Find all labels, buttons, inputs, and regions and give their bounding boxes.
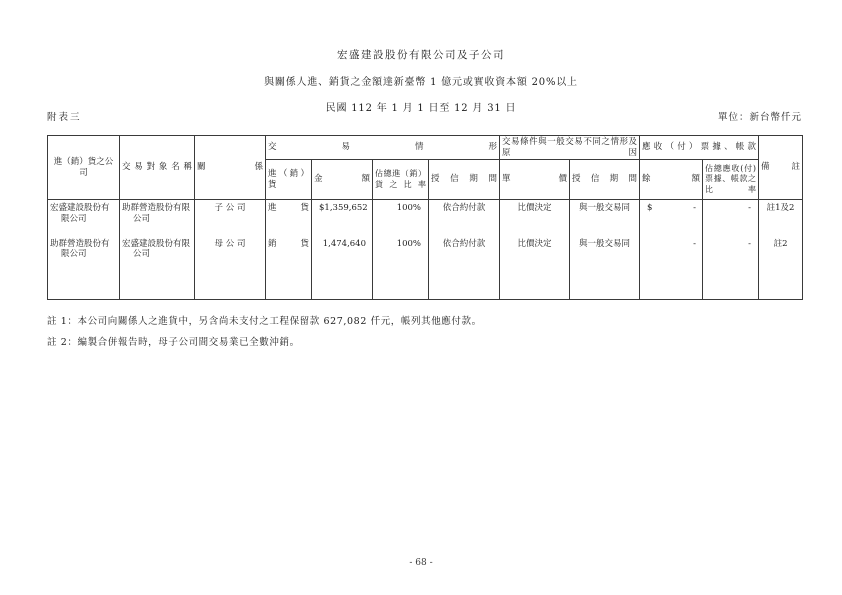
amount-value: 1,359,652 [324,203,368,214]
col-header-balance: 餘額 [640,160,703,200]
empty-cell [120,272,195,300]
cell-balance [640,236,703,272]
attachment-label: 附表三 [47,112,82,123]
cell-purchase-sale: 銷 貨 [266,236,312,272]
cell-balance [640,200,703,236]
footnotes [47,313,482,355]
col-header-amount: 金額 [312,160,373,200]
group-header-receivables: 應收（付）票據、帳款 [640,136,759,160]
table-row [48,200,803,236]
cell-relationship: 子 公 司 [195,200,266,236]
empty-cell [373,272,429,300]
empty-cell [570,272,640,300]
group-header-transaction: 交易情形 [266,136,500,160]
cell-counterparty: 宏盛建設股份有限公司 [120,236,195,272]
col-header-purchase-sale: 進（銷）貨 [266,160,312,200]
group-header-terms-diff: 交易條件與一般交易不同之情形及原因 [500,136,640,160]
empty-row [48,272,803,300]
cell-company: 宏盛建設股份有限公司 [48,200,120,236]
empty-cell [266,272,312,300]
empty-cell [312,272,373,300]
cell-amount [312,200,373,236]
cell-credit-period: 與一般交易同 [570,200,640,236]
balance-value: - [693,238,697,249]
col-header-pct-of-balance: 佔總應收(付)票據、帳款之比率 [703,160,759,200]
related-party-transactions-table [47,135,803,300]
table-row [48,236,803,272]
balance-value: - [693,203,697,214]
cell-balance-pct: - [703,236,759,272]
amount-value: 1,474,640 [322,238,366,249]
cell-remark: 註1及2 [759,200,803,236]
cell-amount [312,236,373,272]
cell-credit-terms: 依合約付款 [429,200,500,236]
cell-counterparty: 助群營造股份有限公司 [120,200,195,236]
empty-cell [429,272,500,300]
page-number: - 68 - [409,558,433,568]
cell-balance-pct: - [703,200,759,236]
period-line: 民國 112 年 1 月 1 日至 12 月 31 日 [325,103,517,114]
cell-unit-price: 比價決定 [500,236,570,272]
cell-company: 助群營造股份有限公司 [48,236,120,272]
col-header-counterparty: 交易對象名稱 [120,136,195,200]
footnote-1: 註 1：本公司向關係人之進貨中，另含尚未支付之工程保留款 627,082 仟元，帳列其他應付款。 [47,316,482,327]
unit-label: 單位：新台幣仟元 [717,112,802,123]
col-header-unit-price: 單價 [500,160,570,200]
cell-credit-terms: 依合約付款 [429,236,500,272]
cell-remark: 註2 [759,236,803,272]
company-title: 宏盛建設股份有限公司及子公司 [337,49,505,61]
col-header-pct-of-total: 佔總進（銷）貨之比率 [373,160,429,200]
col-header-credit-period-2: 授信期間 [570,160,640,200]
cell-relationship: 母 公 司 [195,236,266,272]
empty-cell [500,272,570,300]
col-header-relationship: 關係 [195,136,266,200]
cell-unit-price: 比價決定 [500,200,570,236]
cell-purchase-sale: 進 貨 [266,200,312,236]
cell-credit-period: 與一般交易同 [570,236,640,272]
empty-cell [195,272,266,300]
col-header-remark: 備註 [759,136,803,200]
cell-pct: 100% [373,200,429,236]
cell-pct: 100% [373,236,429,272]
statement-subtitle: 與關係人進、銷貨之金額達新臺幣 1 億元或實收資本額 20%以上 [264,77,578,88]
empty-cell [703,272,759,300]
currency-symbol: $ [319,203,325,214]
empty-cell [48,272,120,300]
document-titles [0,47,842,114]
empty-cell [759,272,803,300]
col-header-company: 進（銷）貨之公司 [48,136,120,200]
currency-symbol: $ [647,203,653,214]
empty-cell [640,272,703,300]
col-header-credit-period: 授信期間 [429,160,500,200]
footnote-2: 註 2：編製合併報告時，母子公司間交易業已全數沖銷。 [47,337,300,348]
